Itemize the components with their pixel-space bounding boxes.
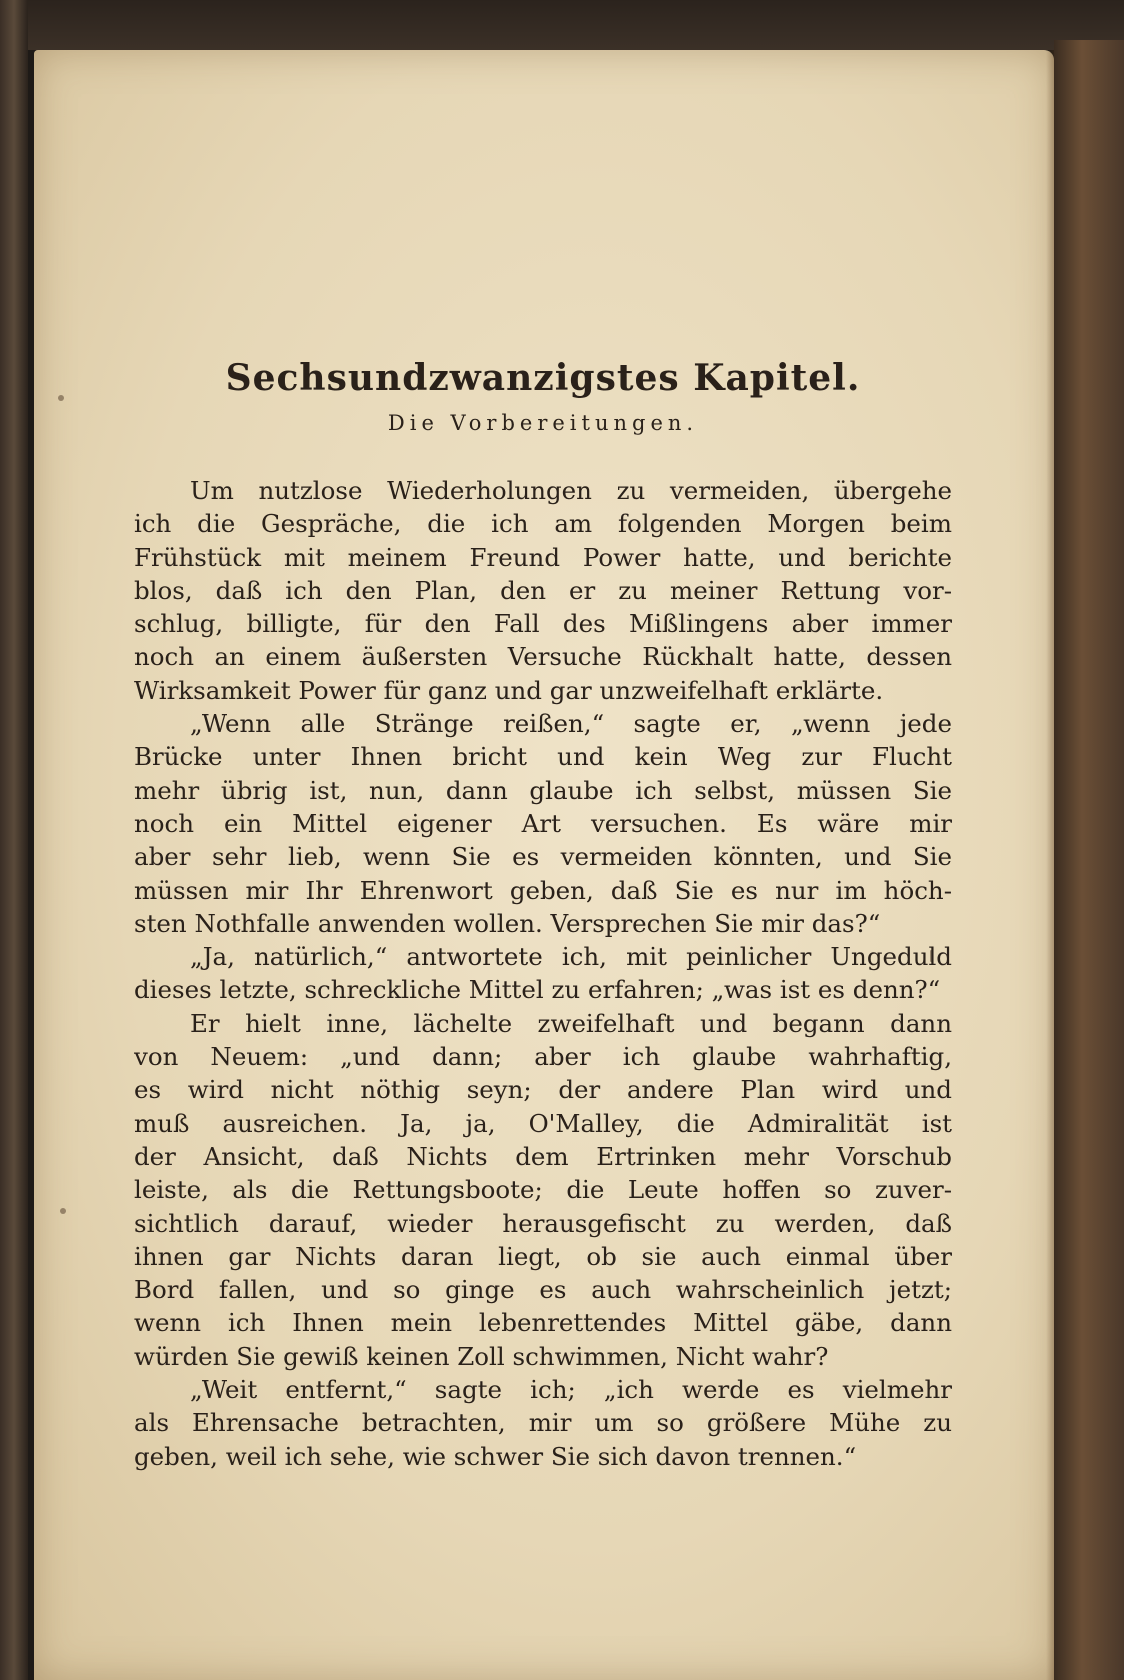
cover-edge-top bbox=[28, 0, 1124, 50]
text-line: geben, weil ich sehe, wie schwer Sie sich davon trennen.“ bbox=[134, 1441, 857, 1471]
text-line: Er hielt inne, lächelte zweifelhaft und begann dann bbox=[190, 1008, 952, 1038]
body-text bbox=[134, 474, 952, 1473]
text-line: dieses letzte, schreckliche Mittel zu erfahren; „was ist es denn?“ bbox=[134, 975, 941, 1005]
text-line: „Ja, natürlich,“ antwortete ich, mit peinlicher Ungeduld bbox=[190, 942, 952, 972]
cover-edge-right bbox=[1054, 40, 1124, 1680]
text-line: würden Sie gewiß keinen Zoll schwimmen, Nicht wahr? bbox=[134, 1341, 829, 1371]
text-line: „Weit entfernt,“ sagte ich; „ich werde es vielmehr bbox=[190, 1375, 952, 1405]
text-line: Wirksamkeit Power für ganz und gar unzweifelhaft erklärte. bbox=[134, 675, 884, 705]
text-line: der Ansicht, daß Nichts dem Ertrinken mehr Vorschub bbox=[134, 1141, 952, 1171]
book-spine bbox=[0, 0, 28, 1680]
text-line: noch ein Mittel eigener Art versuchen. Es wäre mir bbox=[134, 808, 952, 838]
text-line: sten Nothfalle anwenden wollen. Versprechen Sie mir das?“ bbox=[134, 908, 881, 938]
text-line: Frühstück mit meinem Freund Power hatte, und berichte bbox=[134, 542, 952, 572]
page-content bbox=[134, 352, 952, 1473]
text-line: Bord fallen, und so ginge es auch wahrscheinlich jetzt; bbox=[134, 1275, 952, 1305]
text-line: Um nutzlose Wiederholungen zu vermeiden, übergehe bbox=[190, 476, 952, 505]
paper-fleck bbox=[58, 395, 64, 401]
text-line: schlug, billigte, für den Fall des Mißlingens aber immer bbox=[134, 609, 952, 639]
text-line: blos, daß ich den Plan, den er zu meiner Rettung vor- bbox=[134, 575, 952, 605]
chapter-title: Sechsundzwanzigstes Kapitel. bbox=[225, 357, 861, 399]
text-line: muß ausreichen. Ja, ja, O'Malley, die Admiralität ist bbox=[134, 1108, 952, 1138]
text-line: es wird nicht nöthig seyn; der andere Plan wird und bbox=[134, 1075, 952, 1105]
text-line: ich die Gespräche, die ich am folgenden Morgen beim bbox=[134, 509, 952, 539]
paper-fleck bbox=[60, 1208, 66, 1214]
text-line: als Ehrensache betrachten, mir um so größere Mühe zu bbox=[134, 1408, 952, 1438]
page-edge-shadow bbox=[1046, 50, 1054, 1680]
text-line: aber sehr lieb, wenn Sie es vermeiden könnten, und Sie bbox=[134, 842, 952, 872]
text-line: müssen mir Ihr Ehrenwort geben, daß Sie es nur im höch- bbox=[134, 875, 952, 905]
text-line: mehr übrig ist, nun, dann glaube ich selbst, müssen Sie bbox=[134, 775, 952, 805]
text-line: Brücke unter Ihnen bricht und kein Weg zur Flucht bbox=[134, 742, 952, 772]
text-line: „Wenn alle Stränge reißen,“ sagte er, „wenn jede bbox=[190, 709, 952, 739]
text-line: wenn ich Ihnen mein lebenrettendes Mittel gäbe, dann bbox=[134, 1308, 952, 1338]
chapter-subtitle: Die Vorbereitungen. bbox=[387, 411, 699, 435]
paper-page bbox=[34, 50, 1054, 1680]
text-line: von Neuem: „und dann; aber ich glaube wahrhaftig, bbox=[134, 1042, 952, 1072]
text-line: sichtlich darauf, wieder herausgefischt zu werden, daß bbox=[134, 1208, 952, 1238]
text-line: noch an einem äußersten Versuche Rückhalt hatte, dessen bbox=[134, 642, 952, 672]
text-line: leiste, als die Rettungsboote; die Leute hoffen so zuver- bbox=[134, 1175, 952, 1205]
text-line: ihnen gar Nichts daran liegt, ob sie auch einmal über bbox=[134, 1241, 952, 1271]
